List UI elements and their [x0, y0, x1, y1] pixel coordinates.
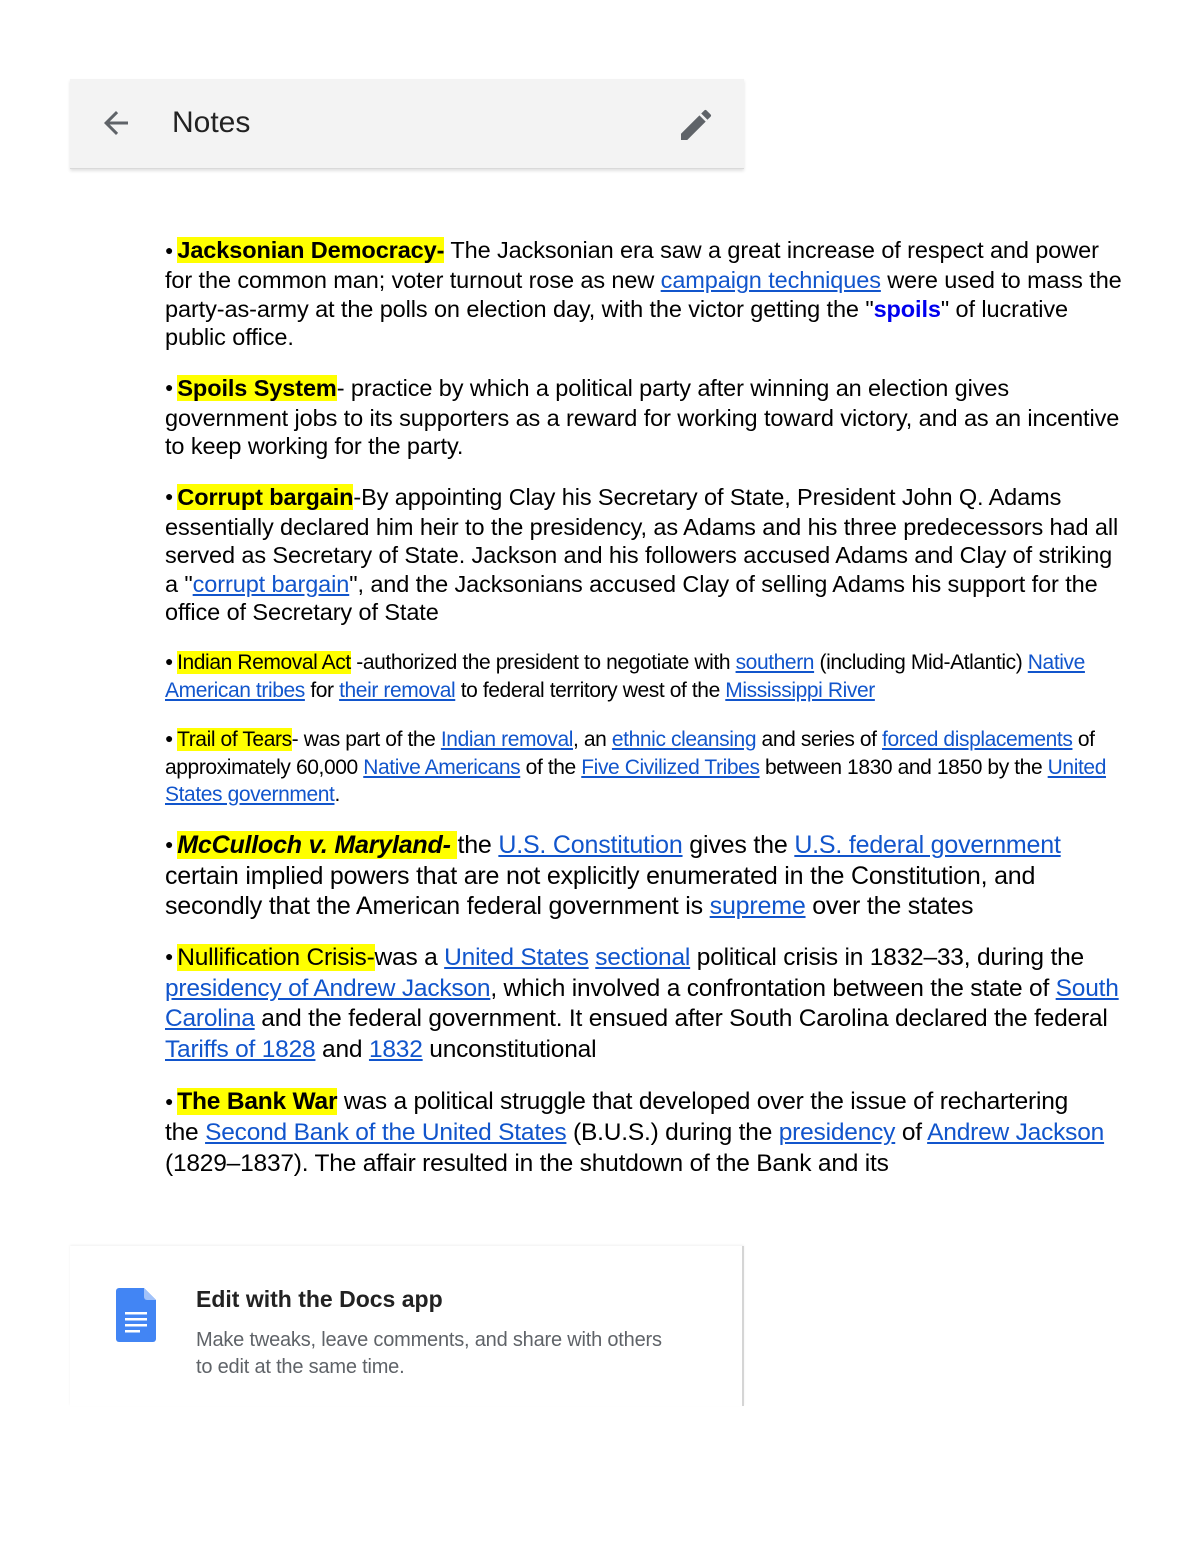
- note-bank-war: [165, 1087, 1125, 1179]
- bullet: ●: [165, 379, 174, 396]
- note-text: (including Mid-Atlantic): [814, 650, 1028, 674]
- note-text: -authorized the president to negotiate with: [350, 650, 736, 674]
- note-term: McCulloch v. Maryland-: [177, 830, 458, 859]
- note-text: - was part of the: [291, 727, 441, 751]
- note-link[interactable]: Andrew Jackson: [927, 1119, 1105, 1146]
- note-emphasis: spoils: [873, 295, 941, 322]
- note-link[interactable]: sectional: [595, 943, 691, 971]
- bullet: ●: [165, 835, 174, 852]
- note-text: to federal territory west of the: [455, 678, 726, 702]
- note-link[interactable]: corrupt bargain: [192, 570, 350, 597]
- note-text: - practice by which a political party after winning an election gives government jobs to its supporters as a reward for working toward victory, and as an incentive to keep working for the party.: [165, 374, 1120, 460]
- bullet: ●: [165, 729, 174, 746]
- note-jacksonian-democracy: [165, 236, 1125, 352]
- note-link[interactable]: presidency of Andrew Jackson: [165, 974, 491, 1002]
- note-text: , an: [573, 727, 612, 751]
- note-link[interactable]: United States government: [165, 755, 1106, 806]
- note-link[interactable]: campaign techniques: [660, 267, 881, 294]
- note-text: was a political struggle that developed over the issue of rechartering: [337, 1088, 1069, 1116]
- note-text: between 1830 and 1850 by the: [759, 755, 1048, 779]
- note-link[interactable]: Native American tribes: [165, 650, 1085, 702]
- page-title: Notes: [172, 106, 251, 139]
- note-term: Indian Removal Act: [177, 650, 351, 674]
- note-indian-removal-act: [165, 649, 1125, 704]
- note-text: unconstitutional: [422, 1035, 597, 1063]
- note-text: were used to mass the party-as-army at the polls on election day, with the victor getting the ": [165, 267, 1122, 322]
- bullet: ●: [165, 948, 174, 965]
- note-link[interactable]: South Carolina: [165, 974, 1119, 1033]
- note-term: Jacksonian Democracy-: [177, 237, 445, 263]
- note-link[interactable]: presidency: [778, 1119, 896, 1146]
- note-term: Nullification Crisis-: [177, 943, 375, 971]
- note-text: the: [165, 1119, 206, 1146]
- note-link[interactable]: ethnic cleansing: [611, 727, 757, 751]
- note-text: for: [304, 678, 340, 702]
- bullet: ●: [165, 1092, 174, 1109]
- note-link[interactable]: 1832: [368, 1035, 423, 1063]
- note-link[interactable]: Native Americans: [363, 755, 521, 779]
- promo-title[interactable]: Edit with the Docs app: [196, 1286, 443, 1312]
- note-text: ", and the Jacksonians accused Clay of selling Adams his support for the office of Secretary of State: [165, 570, 1098, 626]
- note-text: and the federal government. It ensued after South Carolina declared the federal: [254, 1005, 1108, 1033]
- app-bar: [70, 79, 744, 169]
- google-docs-icon: [116, 1288, 156, 1342]
- note-text: " of lucrative public office.: [165, 295, 1068, 351]
- note-text: political crisis in 1832–33, during the: [690, 943, 1084, 971]
- note-link[interactable]: U.S. federal government: [794, 830, 1061, 859]
- note-text: , which involved a confrontation between the state of: [490, 974, 1056, 1002]
- note-text: The Jacksonian era saw a great increase of respect and power for the common man; voter turnout rose as new: [165, 237, 1099, 294]
- note-text: gives the: [682, 830, 795, 859]
- note-nullification-crisis: [165, 943, 1125, 1065]
- note-link[interactable]: Indian removal: [440, 727, 574, 751]
- note-text: over the states: [805, 891, 974, 920]
- note-text: was a: [374, 943, 445, 971]
- arrow-back-icon[interactable]: [98, 105, 134, 141]
- note-text: the: [457, 830, 499, 859]
- note-link[interactable]: forced displacements: [882, 727, 1073, 751]
- note-term: Spoils System: [177, 374, 337, 401]
- note-link[interactable]: Tariffs of 1828: [165, 1035, 316, 1063]
- bullet: ●: [165, 652, 174, 669]
- note-link[interactable]: southern: [735, 650, 815, 674]
- note-link[interactable]: United States: [444, 943, 589, 971]
- note-text: of: [895, 1119, 928, 1146]
- note-link[interactable]: supreme: [709, 891, 806, 920]
- note-term: Trail of Tears: [177, 727, 292, 751]
- docs-app-promo[interactable]: [70, 1246, 744, 1406]
- note-link[interactable]: U.S. Constitution: [498, 830, 683, 859]
- note-text: certain implied powers that are not explicitly enumerated in the Constitution, and secondly that the American federal government is: [165, 861, 1036, 920]
- note-text: and series of: [756, 727, 883, 751]
- note-mcculloch-v-maryland: [165, 830, 1125, 921]
- note-text: and: [315, 1035, 369, 1063]
- note-trail-of-tears: [165, 726, 1125, 808]
- note-text: of approximately 60,000: [165, 727, 1095, 779]
- note-text: -By appointing Clay his Secretary of State, President John Q. Adams essentially declared him heir to the presidency, as Adams and his three predecessors had all served as Secretary of State. Jackson and his followers accused Adams and Clay of striking a ": [165, 483, 1119, 597]
- note-term: The Bank War: [177, 1088, 338, 1116]
- note-text: (1829–1837). The affair resulted in the shutdown of the Bank and its: [165, 1149, 889, 1177]
- note-link[interactable]: Five Civilized Tribes: [581, 755, 760, 779]
- note-link[interactable]: their removal: [339, 678, 456, 702]
- document-body: [165, 236, 1125, 1201]
- note-term: Corrupt bargain: [177, 483, 354, 510]
- note-link[interactable]: Mississippi River: [725, 678, 875, 702]
- pencil-icon[interactable]: [676, 105, 716, 145]
- note-text: .: [334, 782, 340, 806]
- note-corrupt-bargain: [165, 483, 1125, 627]
- note-link[interactable]: Second Bank of the United States: [205, 1119, 567, 1146]
- bullet: ●: [165, 241, 174, 258]
- note-text: (B.U.S.) during the: [566, 1119, 779, 1146]
- note-spoils-system: [165, 374, 1125, 461]
- note-text: of the: [520, 755, 582, 779]
- bullet: ●: [165, 488, 174, 505]
- promo-description: Make tweaks, leave comments, and share with others to edit at the same time.: [196, 1329, 662, 1378]
